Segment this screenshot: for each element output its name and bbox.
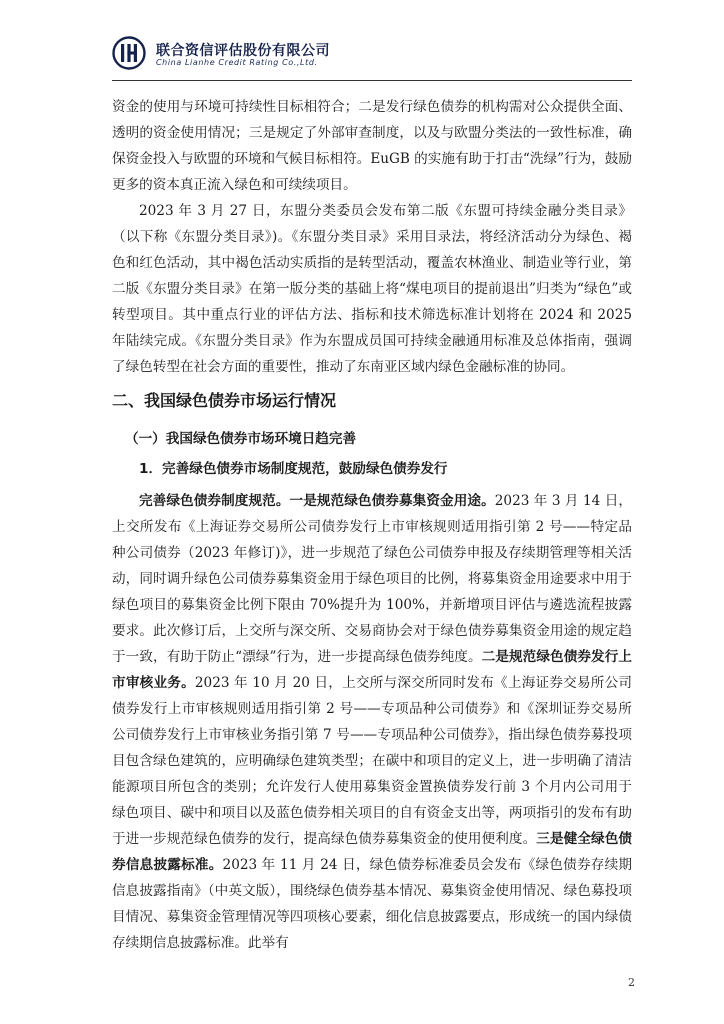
- item-heading: 1．完善绿色债券市场制度规范，鼓励绿色债券发行: [139, 461, 448, 477]
- lianhe-logo-icon: [112, 36, 146, 70]
- main-paragraph: [112, 488, 632, 956]
- page-number: 2: [628, 976, 635, 989]
- paragraph-text-3: 2023 年 11 月 24 日，绿色债券标准委员会发布《绿色债券存续期信息披露指南》（中英文版），围绕绿色债券基本情况、募集资金使用情况、绿色募投项目情况、募集资金管理情况等四项核心要素，细化信息披露要点，形成统一的国内绿债存续期信息披露标准。此举有: [112, 857, 633, 951]
- bold-lead-1: 完善绿色债券制度规范。一是规范绿色债券募集资金用途。: [139, 493, 495, 509]
- intro-paragraph: 资金的使用与环境可持续性目标相符合；二是发行绿色债券的机构需对公众提供全面、透明的资金使用情况；三是规定了外部审查制度，以及与欧盟分类法的一致性标准，确保资金投入与欧盟的环境和气候目标相符。EuGB 的实施有助于打击“洗绿”行为，鼓励更多的资本真正流入绿色和可续续项目。: [112, 99, 632, 193]
- company-name-en: China Lianhe Credit Rating Co.,Ltd.: [156, 58, 318, 67]
- subsection-heading: （一）我国绿色债券市场环境日趋完善: [125, 431, 357, 447]
- paragraph-text-2: 2023 年 10 月 20 日，上交所与深交所同时发布《上海证券交易所公司债券发行上市审核规则适用指引第 2 号——专项品种公司债券》和《深圳证券交易所公司债券发行上市审核业务指引第 7 号——专项品种公司债券》，指出绿色债券募投项目包含绿色建筑的，应明确绿色建筑类型；在碳中和项目的定义上，进一步明确了清洁能源项目所包含的类别；允许发行人使用募集资金置换债券发行前 3 个月内公司用于绿色项目、碳中和项目以及蓝色债券相关项目的自有资金支出等，两项指引的发布有助于进一步规范绿色债券的发行，提高绿色债券募集资金的使用便利度。: [112, 675, 633, 847]
- company-name-cn: 联合资信评估股份有限公司: [156, 43, 330, 59]
- paragraph-text-1: 2023 年 3 月 14 日，上交所发布《上海证券交易所公司债券发行上市审核规则适用指引第 2 号——特定品种公司债券（2023 年修订)》，进一步规范了绿色公司债券申报及存续期管理等相关活动，同时调升绿色公司债券募集资金用于绿色项目的比例，将募集资金用途要求中用于绿色项目的募集资金比例下限由 70%提升为 100%，并新增项目评估与遴选流程披露要求。此次修订后，上交所与深交所、交易商协会对于绿色债券募集资金用途的规定趋于一致，有助于防止“漂绿”行为，进一步提高绿色债券纯度。: [112, 493, 633, 665]
- asean-paragraph: 2023 年 3 月 27 日，东盟分类委员会发布第二版《东盟可持续金融分类目录》（以下称《东盟分类目录》)。《东盟分类目录》采用目录法，将经济活动分为绿色、褐色和红色活动，其中褐色活动实质指的是转型活动，覆盖农林渔业、制造业等行业，第二版《东盟分类目录》在第一版分类的基础上将“煤电项目的提前退出”归类为“绿色”或转型项目。其中重点行业的评估方法、指标和技术筛选标准计划将在 2024 和 2025 年陆续完成。《东盟分类目录》作为东盟成员国可持续金融通用标准及总体指南，强调了绿色转型在社会方面的重要性，推动了东南亚区域内绿色金融标准的协同。: [112, 203, 632, 375]
- page-header: [112, 36, 632, 76]
- document-body: [112, 94, 632, 956]
- bold-lead-2: 二是规范绿色债券发行上市审核业务。: [112, 649, 632, 691]
- header-divider: [112, 80, 632, 81]
- bold-lead-3: 三是健全绿色债券信息披露标准。: [112, 831, 633, 873]
- section-heading: 二、我国绿色债券市场运行情况: [112, 391, 337, 410]
